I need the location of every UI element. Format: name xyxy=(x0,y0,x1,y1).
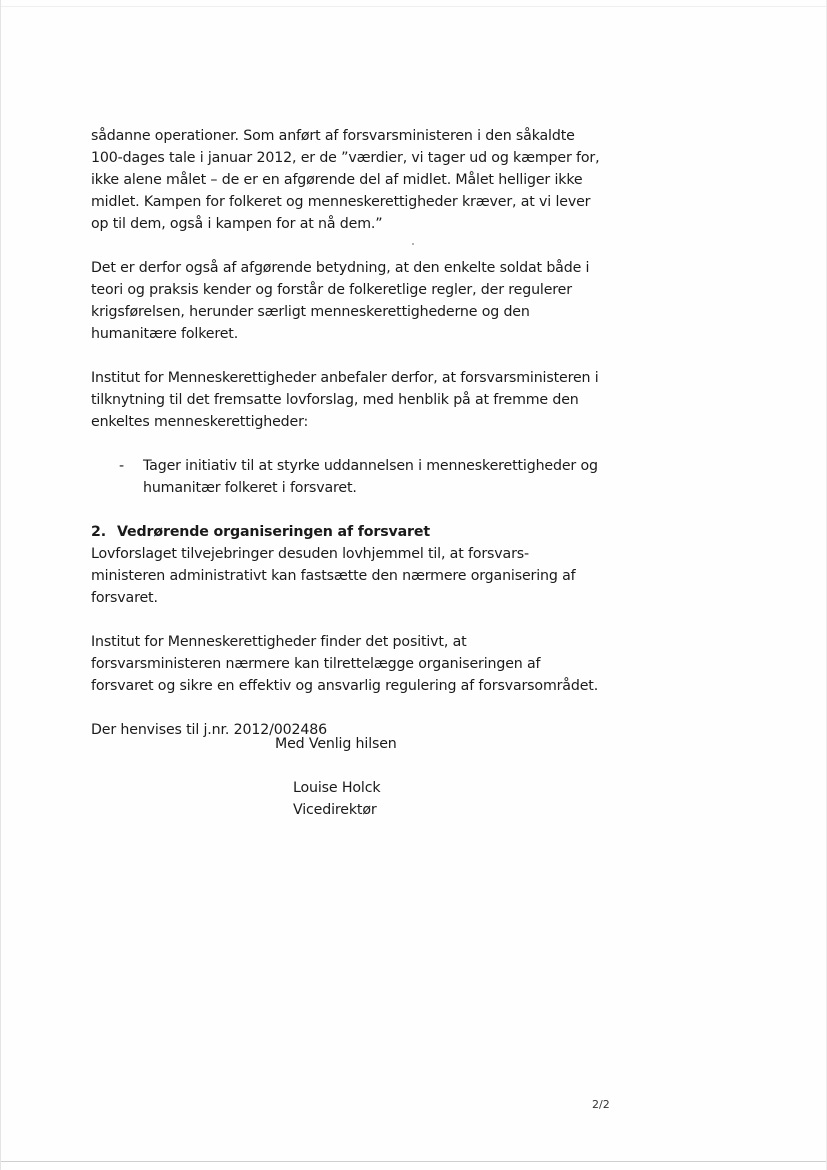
text-line: midlet. Kampen for folkeret og menneskerettigheder kræver, at vi lever xyxy=(91,194,591,210)
section-title: Vedrørende organiseringen af forsvaret xyxy=(117,524,431,540)
signatory-name: Louise Holck xyxy=(293,780,381,796)
text-line: op til dem, også i kampen for at nå dem.” xyxy=(91,216,383,232)
text-line: ikke alene målet – de er en afgørende del af midlet. Målet helliger ikke xyxy=(91,172,583,188)
paragraph-legal-basis xyxy=(91,543,611,609)
text-line: humanitære folkeret. xyxy=(91,326,239,342)
text-line: teori og praksis kender og forstår de folkeretlige regler, der regulerer xyxy=(91,282,572,298)
section-heading xyxy=(91,521,611,543)
text-line: krigsførelsen, herunder særligt menneskerettighederne og den xyxy=(91,304,530,320)
text-line: forsvarsministeren nærmere kan tilrettelægge organiseringen af xyxy=(91,656,541,672)
text-line: tilknytning til det fremsatte lovforslag, med henblik på at fremme den xyxy=(91,392,579,408)
text-line: forsvaret og sikre en effektiv og ansvarlig regulering af forsvarsområdet. xyxy=(91,678,599,694)
text-line: Lovforslaget tilvejebringer desuden lovhjemmel til, at forsvars- xyxy=(91,546,529,562)
text-line: Institut for Menneskerettigheder finder det positivt, at xyxy=(91,634,467,650)
text-line: forsvaret. xyxy=(91,590,158,606)
scan-edge-top xyxy=(1,6,826,7)
section-number: 2. xyxy=(91,524,106,540)
body-text xyxy=(91,125,611,763)
text-line: Tager initiativ til at styrke uddannelsen i menneskerettigheder og xyxy=(143,458,598,474)
signatory-title: Vicedirektør xyxy=(293,802,377,818)
paragraph-importance xyxy=(91,257,611,345)
text-line: enkeltes menneskerettigheder: xyxy=(91,414,309,430)
case-reference: Der henvises til j.nr. 2012/002486 xyxy=(91,722,327,738)
text-line: humanitær folkeret i forsvaret. xyxy=(143,480,357,496)
bullet-dash-marker: - xyxy=(119,458,124,474)
closing-greeting: Med Venlig hilsen xyxy=(275,736,397,752)
scan-edge-bottom xyxy=(1,1161,826,1162)
text-line: sådanne operationer. Som anført af forsvarsministeren i den såkaldte xyxy=(91,128,575,144)
bullet-item xyxy=(91,455,611,499)
paragraph-positive-assessment xyxy=(91,631,611,697)
paragraph-operations-quote xyxy=(91,125,611,235)
text-line: Institut for Menneskerettigheder anbefaler derfor, at forsvarsministeren i xyxy=(91,370,599,386)
text-line: ministeren administrativt kan fastsætte den nærmere organisering af xyxy=(91,568,576,584)
paragraph-recommendation xyxy=(91,367,611,433)
text-line: Det er derfor også af afgørende betydning, at den enkelte soldat både i xyxy=(91,260,590,276)
text-line: 100-dages tale i januar 2012, er de ”værdier, vi tager ud og kæmper for, xyxy=(91,150,600,166)
page-number: 2/2 xyxy=(592,1098,610,1111)
